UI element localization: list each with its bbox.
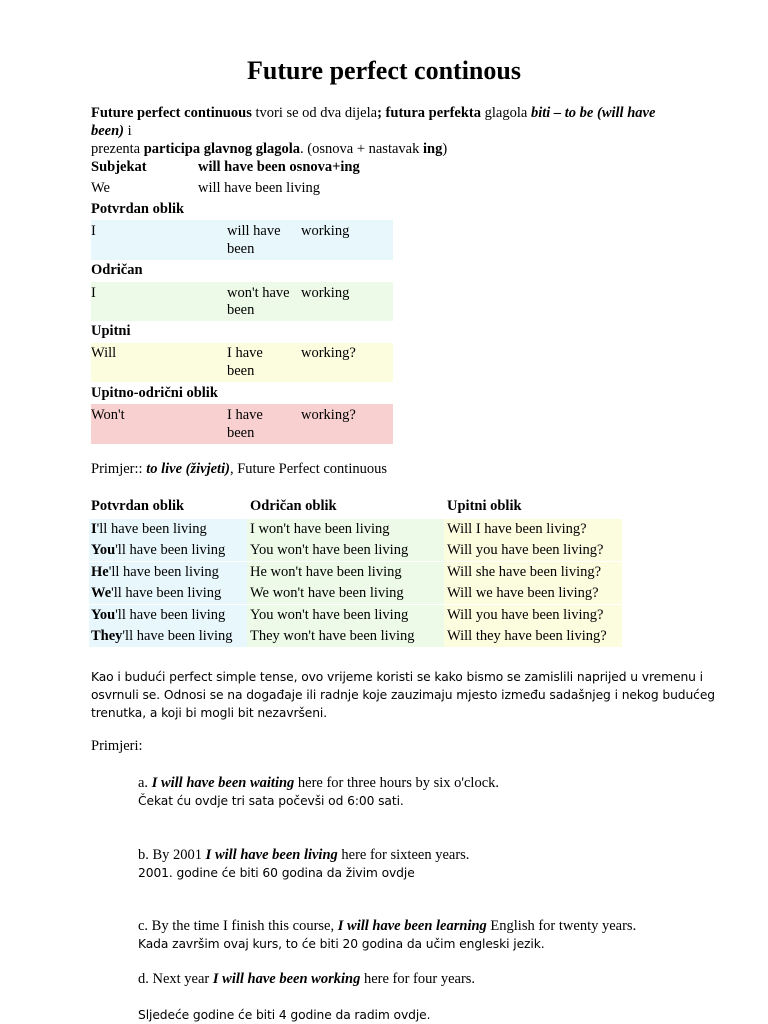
table-cell-negative: He won't have been living bbox=[247, 562, 446, 583]
table-row: You'll have been living bbox=[89, 540, 247, 561]
t2-header-negative: Odričan oblik bbox=[250, 498, 337, 514]
table-cell-negative: They won't have been living bbox=[247, 626, 446, 647]
example-a-translation: Čekat ću ovdje tri sata počevši od 6:00 sati. bbox=[138, 794, 404, 808]
table-cell-question: Will she have been living? bbox=[444, 562, 622, 583]
table-row-affirmative: I will have been working bbox=[91, 220, 393, 260]
table-row-question: Will I have been working? bbox=[91, 343, 393, 382]
example-a: a. I will have been waiting here for three hours by six o'clock. Čekat ću ovdje tri sata počevši od 6:00 sati. bbox=[138, 775, 500, 808]
table1-example-subject: We bbox=[91, 180, 110, 196]
table-cell-question: Will they have been living? bbox=[444, 626, 622, 647]
explanation-paragraph: Kao i budući perfect simple tense, ovo vrijeme koristi se kako bismo se zamislili naprijed u vremenu i osvrnuli se. Odnosi se na događaje ili radnje koje zauzimaju mjesto između sadašnjeg i nekog budućeg trenutka, a koji bi mogli bit nezavršeni. bbox=[91, 670, 716, 720]
table-row: We'll have been living bbox=[89, 583, 247, 604]
table-row: He'll have been living bbox=[89, 562, 247, 583]
t2-header-question: Upitni oblik bbox=[447, 498, 522, 514]
table-row-negative-question: Won't I have been working? bbox=[91, 404, 393, 444]
example-b-translation: 2001. godine će biti 60 godina da živim ovdje bbox=[138, 866, 415, 880]
table1-header-form: will have been osnova+ing bbox=[198, 159, 360, 175]
group-label-question: Upitni bbox=[91, 323, 131, 339]
example-d-translation: Sljedeće godine će biti 4 godine da radim ovdje. bbox=[138, 1008, 431, 1022]
group-label-negative-question: Upitno-odrični oblik bbox=[91, 385, 218, 401]
page-title: Future perfect continous bbox=[247, 56, 521, 85]
example-c: c. By the time I finish this course, I will have been learning English for twenty years. Kada završim ovaj kurs, to će biti 20 godina da učim engleski jezik. bbox=[138, 918, 637, 951]
table-cell-question: Will you have been living? bbox=[444, 605, 622, 626]
example-heading: Primjer:: to live (živjeti), Future Perfect continuous bbox=[91, 461, 387, 477]
table-cell-negative: You won't have been living bbox=[247, 605, 446, 626]
table-row: You'll have been living bbox=[89, 605, 247, 626]
table1-example-form: will have been living bbox=[198, 180, 321, 196]
intro-paragraph: Future perfect continuous tvori se od dva dijela; futura perfekta glagola biti – to be (will have been) i prezenta participa glavnog glagola. (osnova + nastavak ing) bbox=[91, 105, 656, 157]
table-cell-question: Will I have been living? bbox=[444, 519, 622, 540]
table-cell-negative: You won't have been living bbox=[247, 540, 446, 561]
examples-heading: Primjeri: bbox=[91, 738, 143, 754]
table-cell-question: Will you have been living? bbox=[444, 540, 622, 561]
table-cell-negative: We won't have been living bbox=[247, 583, 446, 604]
table-row: I'll have been living bbox=[89, 519, 247, 540]
example-c-translation: Kada završim ovaj kurs, to će biti 20 godina da učim engleski jezik. bbox=[138, 937, 545, 951]
table-cell-negative: I won't have been living bbox=[247, 519, 446, 540]
intro-term: Future perfect continuous bbox=[91, 105, 252, 121]
example-d: d. Next year I will have been working here for four years. bbox=[138, 971, 476, 987]
group-label-affirmative: Potvrdan oblik bbox=[91, 201, 185, 217]
example-b: b. By 2001 I will have been living here for sixteen years. 2001. godine će biti 60 godina da živim ovdje bbox=[138, 847, 470, 880]
table1-header-subject: Subjekat bbox=[91, 159, 147, 175]
table-row: They'll have been living bbox=[89, 626, 247, 647]
table-cell-question: Will we have been living? bbox=[444, 583, 622, 604]
table-row-negative: I won't have been working bbox=[91, 282, 393, 321]
t2-header-affirmative: Potvrdan oblik bbox=[91, 498, 185, 514]
group-label-negative: Odričan bbox=[91, 262, 143, 278]
